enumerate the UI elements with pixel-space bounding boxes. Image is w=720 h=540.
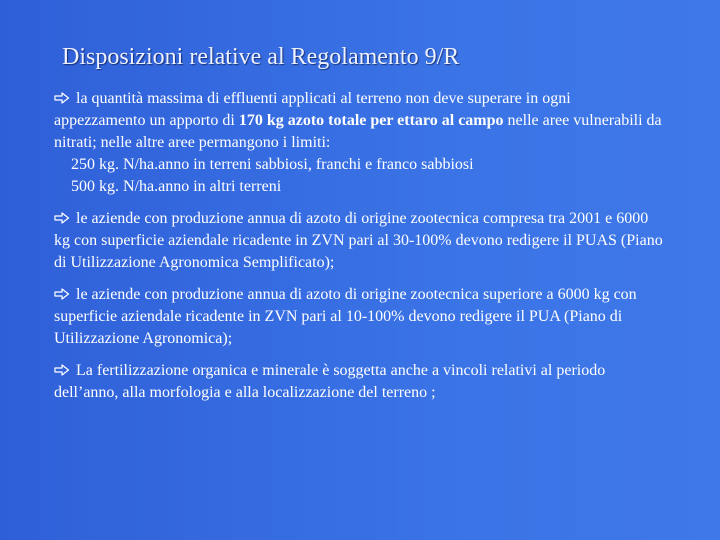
limit-2	[54, 178, 281, 195]
bullet-1-text-b: nelle aree vulnerabili da nitrati; nelle altre aree permangono i limiti:	[54, 112, 662, 151]
bullet-4	[54, 360, 666, 404]
hollow-right-arrow-icon	[54, 92, 70, 104]
limit-1	[54, 156, 474, 173]
slide-title: Disposizioni relative al Regolamento 9/R	[62, 44, 460, 70]
limit-2-value: 500	[71, 178, 95, 195]
hollow-right-arrow-icon	[54, 288, 70, 300]
bullet-3-text: le aziende con produzione annua di azoto di origine zootecnica superiore a 6000 kg con superficie aziendale ricadente in ZVN pari al 10-100% devono redigere il PUA (Piano di Utilizzazione Agronomica);	[54, 286, 637, 347]
bullet-2-text: le aziende con produzione annua di azoto di origine zootecnica compresa tra 2001 e 6000 kg con superficie aziendale ricadente in ZVN pari al 30-100% devono redigere il PUAS (Piano di Utilizzazione Agronomica Semplificato);	[54, 210, 663, 271]
limit-1-value: 250	[71, 156, 95, 173]
hollow-right-arrow-icon	[54, 212, 70, 224]
bullet-4-text: La fertilizzazione organica e minerale è soggetta anche a vincoli relativi al periodo dell’anno, alla morfologia e alla localizzazione del terreno ;	[54, 362, 606, 401]
bullet-1	[54, 88, 666, 198]
bullet-2	[54, 208, 666, 274]
limit-1-text: kg. N/ha.anno in terreni sabbiosi, franchi e franco sabbiosi	[95, 156, 474, 173]
limit-2-text: kg. N/ha.anno in altri terreni	[95, 178, 282, 195]
bullet-1-text-a: la quantità massima di effluenti applicati al terreno non deve superare in ogni appezzamento un apporto di	[54, 90, 571, 129]
bullet-3	[54, 284, 666, 350]
slide-content	[54, 88, 666, 404]
bullet-1-bold-text: 170 kg azoto totale per ettaro al campo	[238, 112, 504, 129]
hollow-right-arrow-icon	[54, 364, 70, 376]
